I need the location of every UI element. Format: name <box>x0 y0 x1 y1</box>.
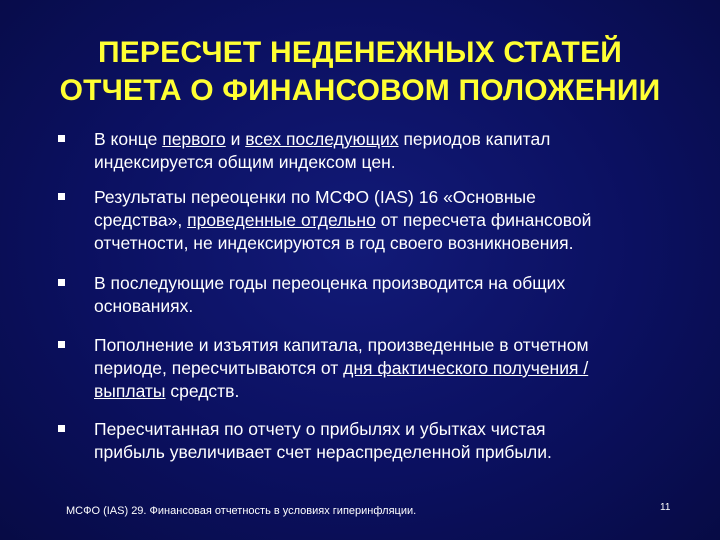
text-line: основаниях. <box>94 296 194 316</box>
text-line: В последующие годы переоценка производится на общих <box>94 273 566 293</box>
text-line: прибыль увеличивает счет нераспределенной прибыли. <box>94 442 552 462</box>
text-run: средства», <box>94 210 188 230</box>
text-run: и <box>225 129 246 149</box>
underlined-text: первого <box>162 129 226 149</box>
slide-footer: МСФО (IAS) 29. Финансовая отчетность в условиях гиперинфляции. <box>66 505 417 517</box>
slide-title-line-2: ОТЧЕТА О ФИНАНСОВОМ ПОЛОЖЕНИИ <box>59 74 661 107</box>
bullet-text <box>94 334 684 403</box>
underlined-text: всех последующих <box>245 129 399 149</box>
square-bullet-icon <box>58 135 65 142</box>
bullet-text <box>94 128 684 174</box>
square-bullet-icon <box>58 425 65 432</box>
underlined-text: проведенные отдельно <box>187 210 376 230</box>
square-bullet-icon <box>58 279 65 286</box>
text-run: периодов капитал <box>398 129 551 149</box>
text-run: периоде, пересчитываются от <box>94 358 344 378</box>
square-bullet-icon <box>58 341 65 348</box>
bullet-text <box>94 186 684 255</box>
text-line: Пересчитанная по отчету о прибылях и убытках чистая <box>94 419 546 439</box>
slide-title-line-1: ПЕРЕСЧЕТ НЕДЕНЕЖНЫХ СТАТЕЙ <box>97 36 623 69</box>
text-run: средств. <box>165 381 240 401</box>
text-run: от пересчета финансовой <box>375 210 592 230</box>
page-number: 11 <box>660 502 671 513</box>
slide-title <box>20 34 700 110</box>
underlined-text: дня фактического получения / <box>343 358 589 378</box>
underlined-text: выплаты <box>94 381 166 401</box>
bullet-text <box>94 418 684 464</box>
text-line: Результаты переоценки по МСФО (IAS) 16 «Основные <box>94 187 536 207</box>
bullet-text <box>94 272 684 318</box>
text-line: отчетности, не индексируются в год своего возникновения. <box>94 233 574 253</box>
text-run: В конце <box>94 129 163 149</box>
text-line: Пополнение и изъятия капитала, произведенные в отчетном <box>94 335 589 355</box>
text-line: индексируется общим индексом цен. <box>94 152 396 172</box>
square-bullet-icon <box>58 193 65 200</box>
